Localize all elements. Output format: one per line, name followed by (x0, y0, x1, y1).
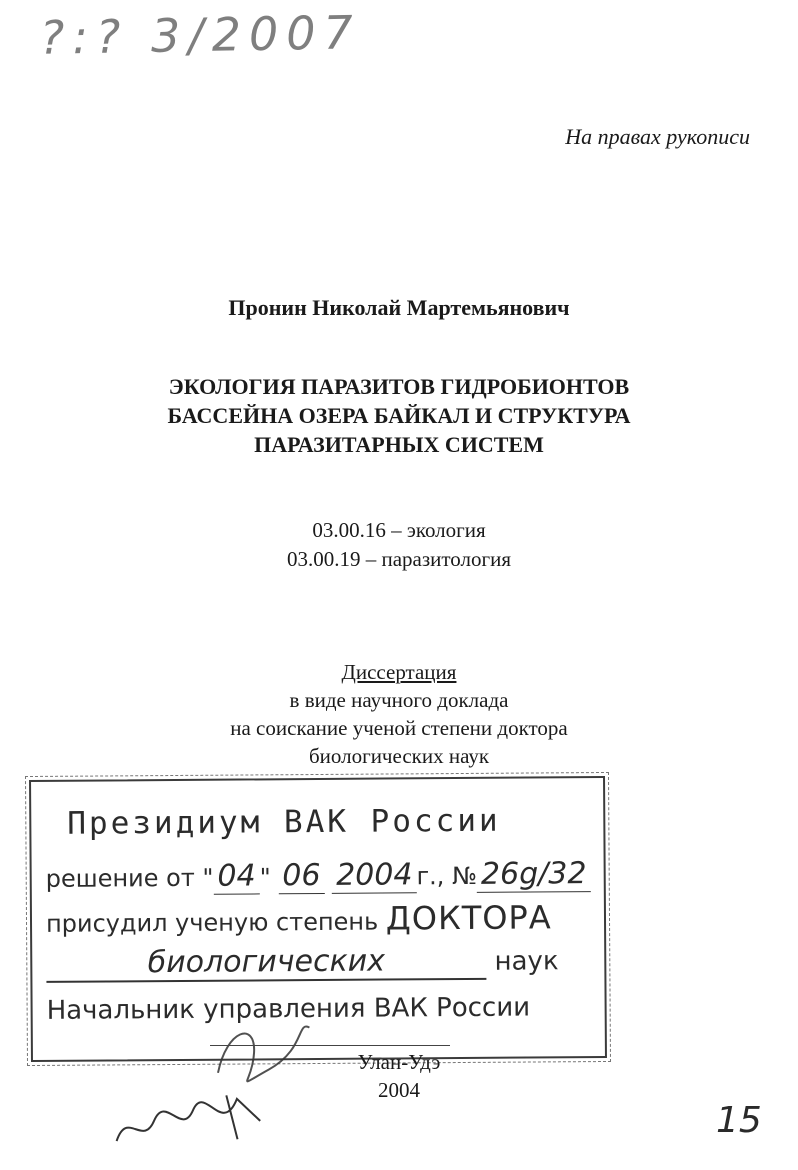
title-line-2: БАССЕЙНА ОЗЕРА БАЙКАЛ И СТРУКТУРА (167, 403, 631, 428)
title-line-1: ЭКОЛОГИЯ ПАРАЗИТОВ ГИДРОБИОНТОВ (168, 374, 630, 399)
decision-day: 04 (213, 858, 259, 894)
signature-line (210, 1045, 450, 1046)
dissertation-type (0, 658, 798, 770)
awarded-text: присудил ученую степень (45, 907, 379, 938)
degree-label: ДОКТОРА (385, 898, 552, 938)
stamp-field-line (46, 942, 586, 983)
decision-quote: " (259, 863, 271, 892)
city: Улан-Удэ (357, 1050, 441, 1074)
author-name: Пронин Николай Мартемьянович (228, 295, 570, 320)
dissertation-label: Диссертация (341, 660, 457, 684)
dissertation-title (0, 372, 798, 459)
decision-month: 06 (278, 858, 324, 894)
handwritten-archive-number: ?:? 3/2007 (39, 5, 362, 65)
field-handwritten: биологических (46, 943, 486, 983)
stamp-header: Президиум ВАК России (67, 802, 501, 842)
stamp-decision-line (46, 856, 591, 895)
decision-number: 26g/32 (477, 856, 591, 893)
rights-note: На правах рукописи (565, 124, 750, 149)
field-suffix: наук (494, 946, 559, 977)
vak-approval-stamp (29, 776, 607, 1062)
stamp-awarded-line (46, 898, 552, 940)
decision-prefix: решение от " (45, 863, 214, 893)
page-number: 15 (716, 1100, 762, 1141)
specialty-ecology: 03.00.16 – экология (312, 518, 486, 542)
dissertation-line-2: на соискание ученой степени доктора (230, 716, 568, 740)
stamp-chief-line: Начальник управления ВАК России (46, 992, 531, 1026)
specialty-codes (0, 516, 798, 574)
year: 2004 (378, 1078, 420, 1102)
decision-year: 2004 (332, 857, 417, 894)
dissertation-line-1: в виде научного доклада (289, 688, 509, 712)
specialty-parasitology: 03.00.19 – паразитология (286, 547, 512, 571)
title-line-3: ПАРАЗИТАРНЫХ СИСТЕМ (254, 432, 544, 457)
dissertation-line-3: биологических наук (308, 744, 490, 768)
decision-g: г., № (416, 861, 478, 891)
